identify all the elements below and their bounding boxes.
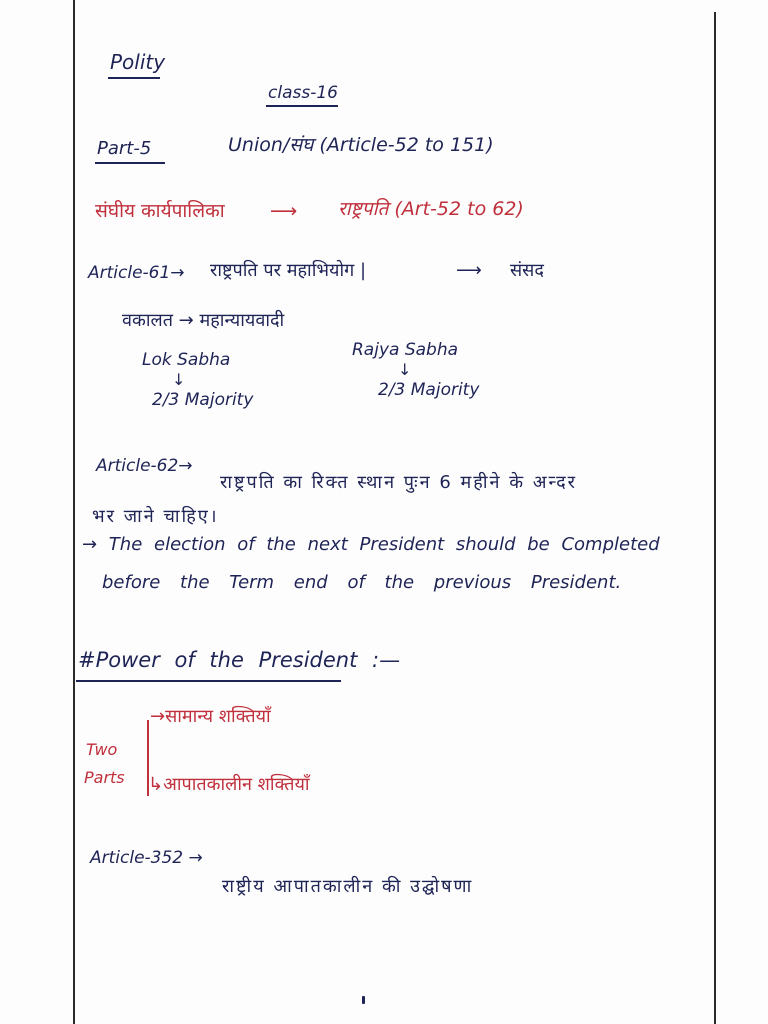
emergency-powers: ↳आपातकालीन शक्तियाँ: [148, 774, 310, 795]
class-underline: [266, 105, 338, 107]
rajya-sabha-majority: 2/3 Majority: [378, 380, 480, 400]
union-executive-text: संघीय कार्यपालिका: [95, 200, 225, 222]
parts-label: Parts: [84, 768, 125, 787]
subject-underline: [108, 77, 160, 79]
lok-sabha-label: Lok Sabha: [142, 350, 231, 370]
two-label: Two: [86, 740, 118, 759]
article62-hindi-line2: भर जाने चाहिए।: [92, 506, 219, 527]
class-label: class-16: [268, 83, 338, 103]
power-heading-underline: [76, 680, 341, 682]
article352-label: Article-352 →: [90, 848, 203, 868]
part-underline: [95, 162, 165, 164]
article62-english-line1: → The election of the next President should be Completed: [82, 534, 660, 555]
ink-mark: [362, 996, 365, 1004]
article61-target: संसद: [510, 260, 544, 281]
article61-label: Article-61→: [88, 263, 185, 283]
lok-sabha-down-arrow: ↓: [172, 370, 186, 389]
advocacy-line: वकालत → महान्यायवादी: [122, 310, 285, 331]
right-margin-line: [714, 12, 716, 1024]
lok-sabha-majority: 2/3 Majority: [152, 390, 254, 410]
rajya-sabha-down-arrow: ↓: [398, 360, 412, 379]
rajya-sabha-label: Rajya Sabha: [352, 340, 459, 360]
article62-english-line2: before the Term end of the previous President.: [102, 572, 622, 593]
president-article-range: राष्ट्रपति (Art-52 to 62): [338, 198, 524, 220]
article61-arrow: ⟶: [456, 260, 482, 281]
subject-title: Polity: [110, 50, 166, 74]
article352-text: राष्ट्रीय आपातकालीन की उद्घोषणा: [222, 876, 474, 897]
left-margin-line: [73, 0, 75, 1024]
power-heading: #Power of the President :—: [78, 648, 401, 672]
normal-powers: →सामान्य शक्तियाँ: [150, 706, 271, 727]
part-label: Part-5: [97, 138, 152, 159]
article62-label: Article-62→: [96, 456, 193, 476]
part-title: Union/संघ (Article-52 to 151): [228, 134, 494, 156]
article61-text: राष्ट्रपति पर महाभियोग |: [210, 260, 367, 281]
executive-arrow: ⟶: [270, 200, 298, 222]
article62-hindi-line1: राष्ट्रपति का रिक्त स्थान पुःन 6 महीने के अन्दर: [220, 472, 578, 493]
